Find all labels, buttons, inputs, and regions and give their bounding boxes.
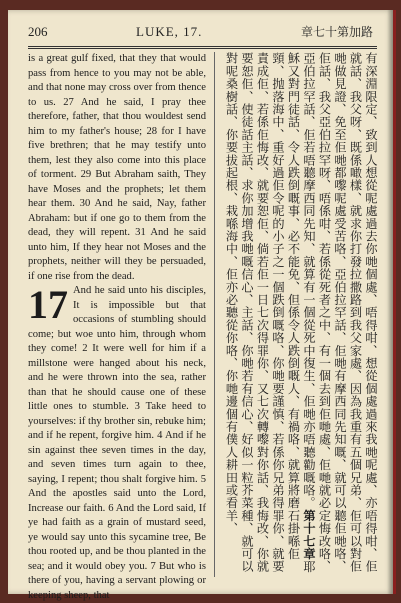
header-rule-double xyxy=(28,48,377,49)
page-header xyxy=(28,22,377,42)
column-divider xyxy=(214,52,215,577)
chinese-chapter-paragraph: 耶穌又對門徒話、令人跌倒嘅事、必不能免、但係令人跌倒嘅人、有禍咯、就算將磨石掛喺佢頸、抛落海中、重好過佢令呢的小子之一個跌倒嘅咯、你哋要謹慎、若係你兄弟得罪你、就要責成佢、若係佢悔改、就要恕佢、倘若佢一日七次得罪你、又七次轉嚟對你話、我悔改、你就要恕佢、使徒話主話、求你加增我哋嘅信心、主話、你哋若有信心、好似一粒芥菜種、就可以對呢桑樹話、你要拔起根、栽喺海中、佢亦必聽從你咯、你哋邊個有僕人耕田或看羊、 xyxy=(224,52,316,573)
book-chapter-title: LUKE, 17. xyxy=(136,24,203,39)
chapter-number: 17 xyxy=(28,282,68,327)
chinese-paragraph: 有深淵限定、致到人想從呢處過去你哋個處、唔得咁、想從個處過來我哋呢處、亦唔得咁、佢就話、我父呀、既係噉樣、就求你打發拉撒路到我父家處、因為我重有五個兄弟、佢可以對佢哋做見證、免至佢哋都嚟呢處受苦咯、亞伯拉罕話、佢哋有摩西同先知嘅、就可以聽佢哋咯、佢話、我父亞伯拉罕呀、唔係咁、若係從死者之中、有一個去到佢哋處、佢哋就必定悔改咯、亞伯拉罕話、佢若唔聽摩西同先知、就算有一個從死中復生、佢哋亦唔聽勸嘅咯。 xyxy=(302,52,378,573)
chinese-chapter-title: 第十七章 xyxy=(302,509,316,561)
english-chapter-paragraph xyxy=(28,284,206,603)
bible-page xyxy=(8,10,396,601)
header-rule xyxy=(28,46,377,47)
page-fold-shadow xyxy=(387,10,393,594)
chinese-column xyxy=(222,52,378,577)
chapter-text: And he said unto his disciples, It is impossible but that occasions of stumbling should come; but woe unto him, through whom they come! 2 It were well for him if a millstone were hanged about his neck, and he were thrown into the sea, rather than that he should cause one of these little ones to stumble. 3 Take heed to yourselves: if thy brother sin, rebuke him; and if he repent, forgive him. 4 And if he sin against thee seven times in the day, and seven times turn again to thee, saying, I repent; thou shalt forgive him. 5 And the apostles said unto the Lord, Increase our faith. 6 And the Lord said, If ye had faith as a grain of mustard seed, ye would say unto this sycamine tree, Be thou rooted up, and be thou planted in the sea; and it would obey you. 7 But who is there of you, having a servant plowing or keeping sheep, that xyxy=(28,285,206,601)
page-number: 206 xyxy=(28,24,48,39)
english-paragraph: is a great gulf fixed, that they that would pass from hence to you may not be able, and that none may cross over from thence to us. 27 And he said, I pray thee therefore, father, that thou wouldest send him to my father's house; 28 for I have five brethren; that he may testify unto them, lest they also come into this place of torment. 29 But Abraham saith, They have Moses and the prophets; let them hear them. 30 And he said, Nay, father Abraham: but if one go to them from the dead, they will repent. 31 And he said unto him, If they hear not Moses and the prophets, neither will they be persuaded, if one rise from the dead. xyxy=(28,53,206,282)
chinese-header: 章七十第加路 xyxy=(300,25,373,39)
english-column xyxy=(28,52,206,601)
